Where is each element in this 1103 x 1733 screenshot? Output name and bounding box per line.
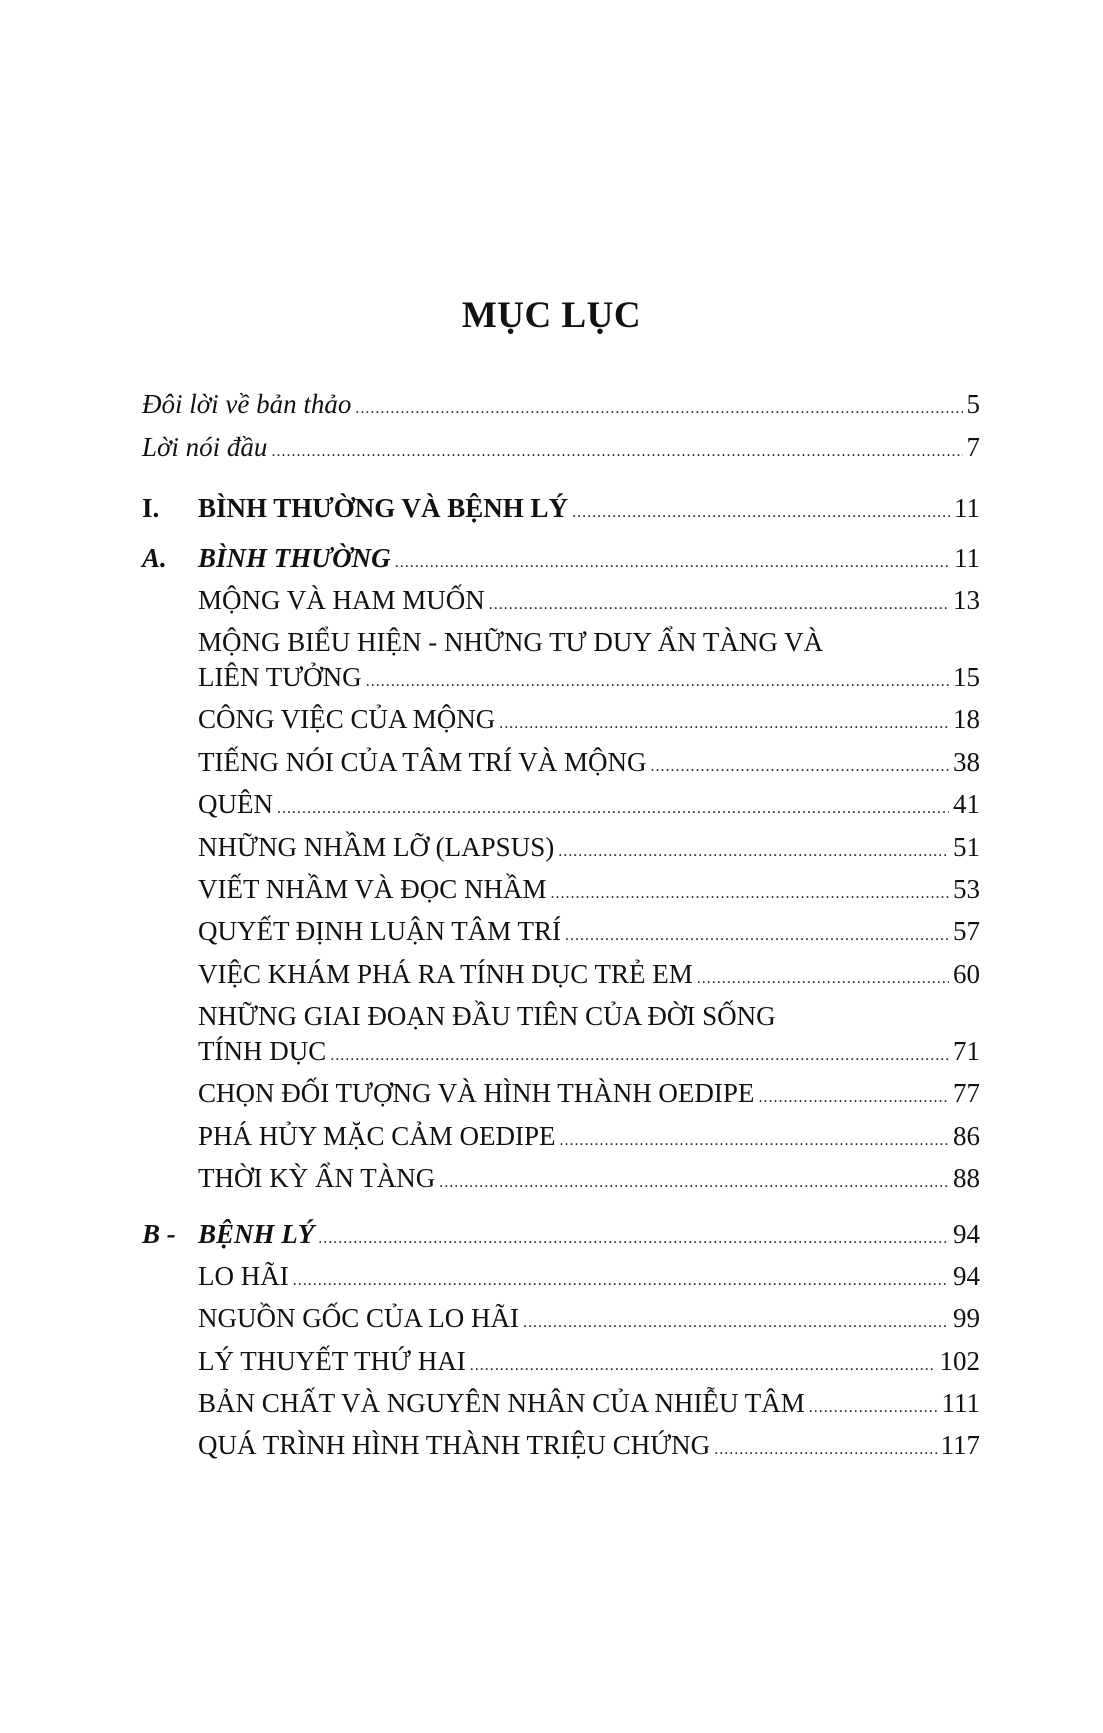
toc-entry-a-4[interactable] [198, 787, 980, 826]
leader-dots [293, 1264, 949, 1298]
part-marker: I. [142, 493, 160, 523]
toc-entry-page: 111 [941, 1388, 980, 1418]
toc-entry-a-12[interactable] [198, 1161, 980, 1200]
toc-entry-page: 71 [953, 1036, 980, 1066]
toc-entry-page: 7 [966, 432, 980, 462]
leader-dots [318, 1222, 949, 1256]
toc-entry-a-7[interactable] [198, 914, 980, 953]
toc-entry-a-9-line1: NHỮNG GIAI ĐOẠN ĐẦU TIÊN CỦA ĐỜI SỐNG [198, 1001, 776, 1031]
toc-entry-label: VIỆC KHÁM PHÁ RA TÍNH DỤC TRẺ EM [198, 959, 693, 989]
toc-entry-page: 86 [953, 1121, 980, 1151]
toc-entry-label: BÌNH THƯỜNG [198, 543, 391, 573]
toc-entry-a-5[interactable] [198, 830, 980, 869]
leader-dots [470, 1349, 936, 1383]
toc-entry-a-8[interactable] [198, 957, 980, 996]
toc-entry-label: THỜI KỲ ẨN TÀNG [198, 1163, 436, 1193]
toc-entry-b-4[interactable] [198, 1428, 980, 1467]
toc-entry-a-1-line1: MỘNG BIỂU HIỆN - NHỮNG TƯ DUY ẨN TÀNG VÀ [198, 627, 824, 657]
toc-entry-page: 94 [953, 1219, 980, 1249]
toc-section-b[interactable] [142, 1217, 980, 1256]
leader-dots [523, 1306, 949, 1340]
toc-entry-label: PHÁ HỦY MẶC CẢM OEDIPE [198, 1121, 556, 1151]
toc-entry-page: 13 [953, 585, 980, 615]
toc-entry-label: QUYẾT ĐỊNH LUẬN TÂM TRÍ [198, 916, 561, 946]
toc-entry-page: 117 [940, 1430, 980, 1460]
toc-entry-page: 11 [954, 543, 980, 573]
toc-entry-label: BỆNH LÝ [198, 1219, 315, 1249]
toc-entry-label: QUÊN [198, 789, 273, 819]
toc-entry-a-11[interactable] [198, 1119, 980, 1158]
leader-dots [499, 707, 949, 741]
toc-entry-b-2[interactable] [198, 1344, 980, 1383]
leader-dots [271, 435, 962, 469]
toc-entry-label: MỘNG VÀ HAM MUỐN [198, 585, 485, 615]
toc-entry-label: LIÊN TƯỞNG [198, 662, 362, 692]
toc-entry-page: 41 [953, 789, 980, 819]
toc-entry-label: LO HÃI [198, 1261, 289, 1291]
toc-entry-a-1[interactable] [198, 660, 980, 699]
leader-dots [697, 962, 949, 996]
leader-dots [714, 1433, 936, 1467]
toc-entry-page: 88 [953, 1163, 980, 1193]
toc-entry-label: LÝ THUYẾT THỨ HAI [198, 1346, 466, 1376]
leader-dots [489, 588, 949, 622]
toc-entry-label: TIẾNG NÓI CỦA TÂM TRÍ VÀ MỘNG [198, 747, 647, 777]
leader-dots [330, 1039, 949, 1073]
toc-entry-page: 60 [953, 959, 980, 989]
toc-entry-label: CHỌN ĐỐI TƯỢNG VÀ HÌNH THÀNH OEDIPE [198, 1078, 755, 1108]
leader-dots [572, 496, 950, 530]
toc-entry-label: QUÁ TRÌNH HÌNH THÀNH TRIỆU CHỨNG [198, 1430, 711, 1460]
toc-entry-a-9[interactable] [198, 1034, 980, 1073]
toc-entry-label: VIẾT NHẦM VÀ ĐỌC NHẦM [198, 874, 547, 904]
toc-entry-front-0[interactable] [142, 387, 980, 426]
toc-entry-label: Lời nói đầu [142, 432, 268, 462]
toc-entry-a-0[interactable] [198, 583, 980, 622]
toc-entry-label: BẢN CHẤT VÀ NGUYÊN NHÂN CỦA NHIỄU TÂM [198, 1388, 805, 1418]
toc-entry-page: 53 [953, 874, 980, 904]
toc-entry-label: Đôi lời về bản thảo [142, 389, 352, 419]
toc-entry-label: NGUỒN GỐC CỦA LO HÃI [198, 1303, 519, 1333]
toc-entry-a-6[interactable] [198, 872, 980, 911]
toc-entry-page: 15 [953, 662, 980, 692]
leader-dots [560, 1124, 949, 1158]
toc-entry-page: 38 [953, 747, 980, 777]
toc-entry-a-10[interactable] [198, 1076, 980, 1115]
toc-entry-page: 77 [953, 1078, 980, 1108]
section-marker: A. [142, 543, 167, 573]
toc-entry-label: NHỮNG NHẦM LỠ (LAPSUS) [198, 832, 555, 862]
leader-dots [355, 392, 962, 426]
toc-part-one[interactable] [142, 491, 980, 530]
toc-entry-page: 5 [966, 389, 980, 419]
toc-entry-b-0[interactable] [198, 1259, 980, 1298]
toc-entry-page: 57 [953, 916, 980, 946]
leader-dots [395, 546, 950, 580]
toc-entry-a-2[interactable] [198, 702, 980, 741]
toc-entry-label: BÌNH THƯỜNG VÀ BỆNH LÝ [198, 493, 569, 523]
toc-entry-label: TÍNH DỤC [198, 1036, 327, 1066]
toc-entry-label: CÔNG VIỆC CỦA MỘNG [198, 704, 496, 734]
leader-dots [758, 1081, 949, 1115]
leader-dots [366, 665, 949, 699]
toc-entry-page: 11 [954, 493, 980, 523]
page-title: MỤC LỤC [461, 295, 642, 336]
toc-entry-page: 99 [953, 1303, 980, 1333]
toc-entry-front-1[interactable] [142, 430, 980, 469]
leader-dots [277, 792, 949, 826]
toc-entry-a-3[interactable] [198, 745, 980, 784]
leader-dots [439, 1166, 949, 1200]
toc-entry-page: 51 [953, 832, 980, 862]
toc-entry-page: 102 [939, 1346, 980, 1376]
section-marker: B - [142, 1219, 176, 1249]
leader-dots [565, 919, 949, 953]
toc-entry-b-1[interactable] [198, 1301, 980, 1340]
toc-entry-page: 94 [953, 1261, 980, 1291]
toc-entry-b-3[interactable] [198, 1386, 980, 1425]
toc-section-a[interactable] [142, 541, 980, 580]
toc-entry-page: 18 [953, 704, 980, 734]
leader-dots [651, 750, 949, 784]
leader-dots [551, 877, 949, 911]
leader-dots [558, 835, 949, 869]
leader-dots [809, 1391, 938, 1425]
